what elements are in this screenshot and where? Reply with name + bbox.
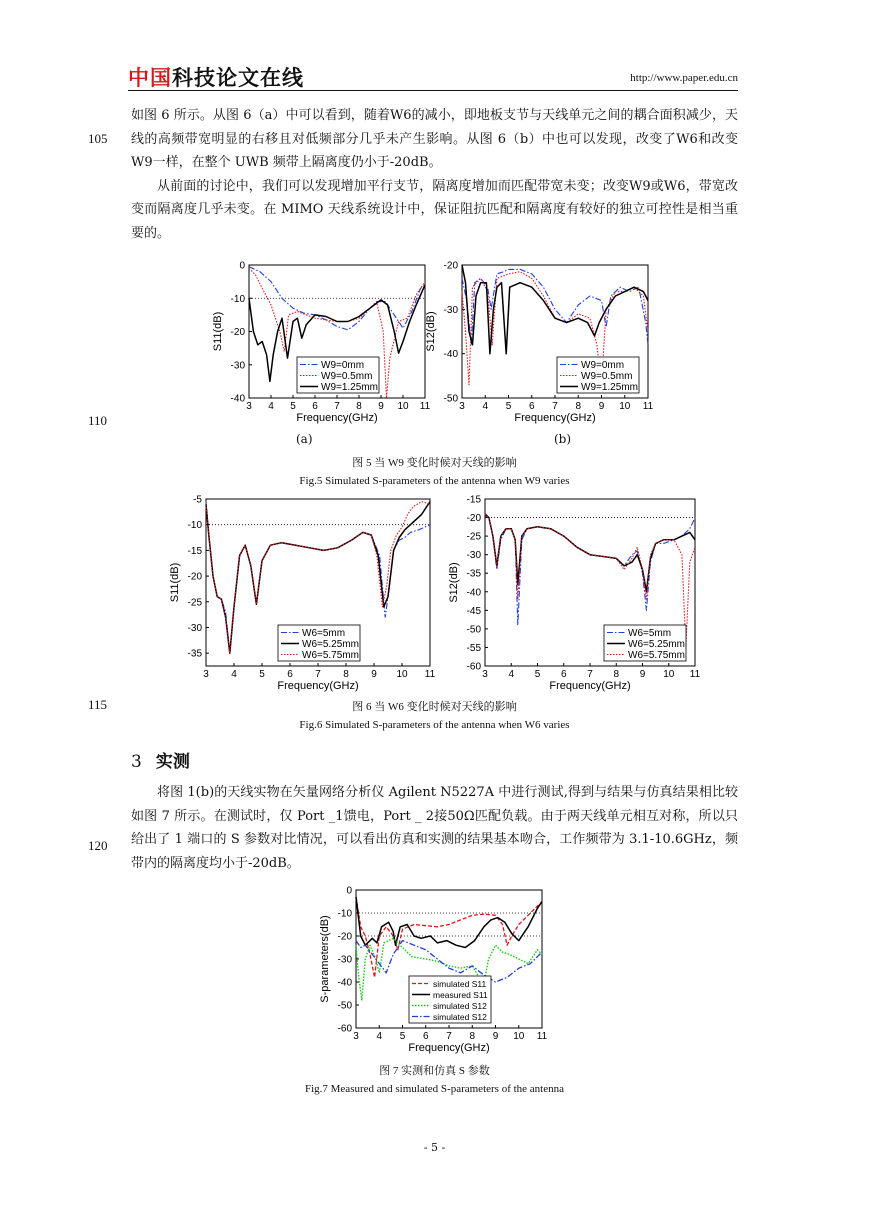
x-tick-label: 4 <box>231 669 237 680</box>
chart-fig6a <box>160 492 442 697</box>
line-number: 120 <box>88 838 108 853</box>
x-tick-label: 5 <box>290 401 296 412</box>
x-tick-label: 4 <box>482 401 489 412</box>
y-tick-label: -30 <box>466 550 481 562</box>
x-tick-label: 5 <box>399 1031 406 1042</box>
y-tick-label: -40 <box>466 587 481 599</box>
y-tick-label: -20 <box>337 931 352 943</box>
x-tick-label: 6 <box>422 1031 429 1042</box>
y-tick-label: -15 <box>187 545 202 557</box>
y-tick-label: -40 <box>443 349 458 361</box>
x-tick-label: 5 <box>259 669 265 680</box>
y-tick-label: -60 <box>337 1023 352 1035</box>
fig6-caption-en: Fig.6 Simulated S-parameters of the antenna when W6 varies <box>299 719 570 731</box>
x-tick-label: 11 <box>419 401 431 412</box>
x-tick-label: 6 <box>528 401 535 412</box>
y-tick-label: -50 <box>466 624 481 636</box>
text-block-2 <box>131 781 738 875</box>
series-line <box>462 269 648 344</box>
y-tick-label: -25 <box>187 597 202 609</box>
y-tick-label: -40 <box>337 977 352 989</box>
x-tick-label: 7 <box>587 669 593 680</box>
x-tick-label: 9 <box>639 669 646 680</box>
paragraph-3: 将图 1(b)的天线实物在矢量网络分析仪 Agilent N5227A 中进行测试,得到与结果与仿真结果相比较如图 7 所示。在测试时，仅 Port _1馈电，Port _ 2接50Ω匹配负载。由于两天线单元相互对称，所以只给出了 1 端口的 S 参数对比情况，可以看出仿真和实测的结果基本吻合，工作频带为 3.1-10.6GHz，频带内的隔离度均小于-20dB。 <box>131 785 738 871</box>
x-axis-label: Frequency(GHz) <box>408 1042 490 1054</box>
x-tick-label: 8 <box>613 669 620 680</box>
y-tick-label: -30 <box>187 622 202 634</box>
x-tick-label: 10 <box>396 669 408 680</box>
y-tick-label: -30 <box>443 304 458 316</box>
x-axis-label: Frequency(GHz) <box>296 412 378 424</box>
y-tick-label: -50 <box>337 1000 352 1012</box>
paragraph-1: 如图 6 所示。从图 6（a）中可以看到，随着W6的减小，即地板支节与天线单元之间的耦合面积减少，天线的高频带宽明显的右移且对低频部分几乎未产生影响。从图 6（b）中也可以发现，改变了W6和改变W9一样，在整个 UWB 频带上隔离度仍小于-20dB。 <box>131 108 738 170</box>
legend-label: W9=0mm <box>321 360 365 371</box>
legend-label: W6=5.75mm <box>628 650 685 661</box>
y-axis-label: S12(dB) <box>448 562 460 603</box>
fig7-caption-cn: 图 7 实测和仿真 S 参数 <box>379 1065 490 1077</box>
x-tick-label: 8 <box>575 401 582 412</box>
y-axis-label: S12(dB) <box>425 311 437 352</box>
y-tick-label: -10 <box>187 520 202 532</box>
legend-label: W6=5.75mm <box>302 650 359 661</box>
legend-label: W9=1.25mm <box>321 382 378 393</box>
x-tick-label: 7 <box>446 1031 452 1042</box>
x-tick-label: 11 <box>689 669 701 680</box>
x-tick-label: 3 <box>203 669 209 680</box>
x-tick-label: 4 <box>508 669 515 680</box>
y-tick-label: -45 <box>466 605 481 617</box>
legend-label: simulated S12 <box>433 1001 487 1011</box>
legend-label: W9=1.25mm <box>581 382 638 393</box>
y-tick-label: -20 <box>443 260 458 272</box>
x-tick-label: 7 <box>334 401 340 412</box>
y-tick-label: 0 <box>239 260 245 272</box>
paragraph-2: 从前面的讨论中，我们可以发现增加平行支节，隔离度增加而匹配带宽未变；改变W9或W6，带宽改变而隔离度几乎未变。在 MIMO 天线系统设计中，保证阻抗匹配和隔离度有较好的独立可控性是相当重要的。 <box>131 178 738 241</box>
legend-label: W9=0.5mm <box>321 371 373 382</box>
y-axis-label: S11(dB) <box>212 311 224 352</box>
x-tick-label: 10 <box>663 669 675 680</box>
x-tick-label: 8 <box>356 401 362 412</box>
legend-label: measured S11 <box>433 990 488 1000</box>
x-tick-label: 9 <box>378 401 384 412</box>
x-tick-label: 7 <box>552 401 558 412</box>
x-tick-label: 3 <box>246 401 252 412</box>
x-tick-label: 9 <box>598 401 605 412</box>
legend-label: W6=5mm <box>628 628 672 639</box>
legend-label: W9=0.5mm <box>581 371 633 382</box>
x-axis-label: Frequency(GHz) <box>549 680 631 692</box>
header-rule <box>128 90 738 91</box>
y-tick-label: -10 <box>230 293 245 305</box>
x-tick-label: 6 <box>312 401 318 412</box>
legend-label: W6=5.25mm <box>302 639 359 650</box>
x-tick-label: 5 <box>505 401 512 412</box>
series-line <box>462 265 648 354</box>
chart-fig5a <box>205 256 435 428</box>
fig5-caption-en: Fig.5 Simulated S-parameters of the antenna when W9 varies <box>299 475 570 487</box>
y-tick-label: -5 <box>193 494 202 506</box>
x-tick-label: 11 <box>424 669 436 680</box>
y-tick-label: -25 <box>466 531 481 543</box>
legend-label: simulated S11 <box>433 979 487 989</box>
fig7-caption-en: Fig.7 Measured and simulated S-parameters of the antenna <box>304 1083 565 1095</box>
x-axis-label: Frequency(GHz) <box>514 412 596 424</box>
line-number: 115 <box>88 697 108 712</box>
legend-label: W9=0mm <box>581 360 625 371</box>
x-tick-label: 8 <box>469 1031 476 1042</box>
legend-label: W6=5.25mm <box>628 639 685 650</box>
header-url[interactable]: http://www.paper.edu.cn <box>630 72 738 84</box>
series-line <box>356 897 542 978</box>
x-tick-label: 10 <box>619 401 631 412</box>
x-tick-label: 4 <box>268 401 274 412</box>
y-tick-label: -55 <box>466 642 481 654</box>
chart-fig7 <box>318 880 558 1060</box>
line-number: 105 <box>88 131 108 146</box>
x-tick-label: 9 <box>492 1031 499 1042</box>
line-number: 110 <box>88 413 108 428</box>
x-tick-label: 8 <box>343 669 349 680</box>
y-tick-label: -35 <box>187 648 202 660</box>
x-tick-label: 3 <box>482 669 488 680</box>
x-tick-label: 9 <box>371 669 377 680</box>
x-tick-label: 6 <box>560 669 567 680</box>
x-tick-label: 10 <box>397 401 409 412</box>
y-tick-label: -40 <box>230 393 245 405</box>
y-tick-label: 0 <box>346 885 352 897</box>
legend-label: W6=5mm <box>302 628 346 639</box>
x-tick-label: 11 <box>536 1031 548 1042</box>
x-tick-label: 11 <box>642 401 654 412</box>
y-tick-label: -20 <box>230 327 245 338</box>
x-tick-label: 4 <box>376 1031 383 1042</box>
y-tick-label: -20 <box>187 571 202 583</box>
section-heading: 3 实测 <box>131 752 190 772</box>
y-tick-label: -50 <box>443 393 458 405</box>
chart-fig5b <box>425 256 660 428</box>
y-tick-label: -60 <box>466 661 481 673</box>
subcaption-a: (a) <box>296 432 313 446</box>
x-tick-label: 10 <box>513 1031 525 1042</box>
x-tick-label: 3 <box>353 1031 359 1042</box>
y-tick-label: -30 <box>230 360 245 372</box>
chart-fig6b <box>442 492 705 697</box>
y-axis-label: S-parameters(dB) <box>319 915 331 1003</box>
x-tick-label: 6 <box>287 669 293 680</box>
fig5-caption-cn: 图 5 当 W9 变化时候对天线的影响 <box>352 457 517 469</box>
journal-logo: 中国科技论文在线 <box>128 66 304 90</box>
series-line <box>356 897 542 948</box>
y-tick-label: -10 <box>337 908 352 920</box>
page-number: - 5 - <box>423 1141 446 1154</box>
y-tick-label: -35 <box>466 568 481 580</box>
text-block-1 <box>131 104 738 245</box>
y-tick-label: -20 <box>466 513 481 525</box>
x-tick-label: 3 <box>459 401 465 412</box>
y-tick-label: -30 <box>337 954 352 966</box>
legend-label: simulated S12 <box>433 1012 487 1022</box>
y-axis-label: S11(dB) <box>169 562 181 603</box>
y-tick-label: -15 <box>466 494 481 506</box>
x-tick-label: 7 <box>315 669 321 680</box>
x-axis-label: Frequency(GHz) <box>277 680 359 692</box>
x-tick-label: 5 <box>534 669 541 680</box>
fig6-caption-cn: 图 6 当 W6 变化时候对天线的影响 <box>352 701 517 713</box>
subcaption-b: (b) <box>554 432 572 446</box>
